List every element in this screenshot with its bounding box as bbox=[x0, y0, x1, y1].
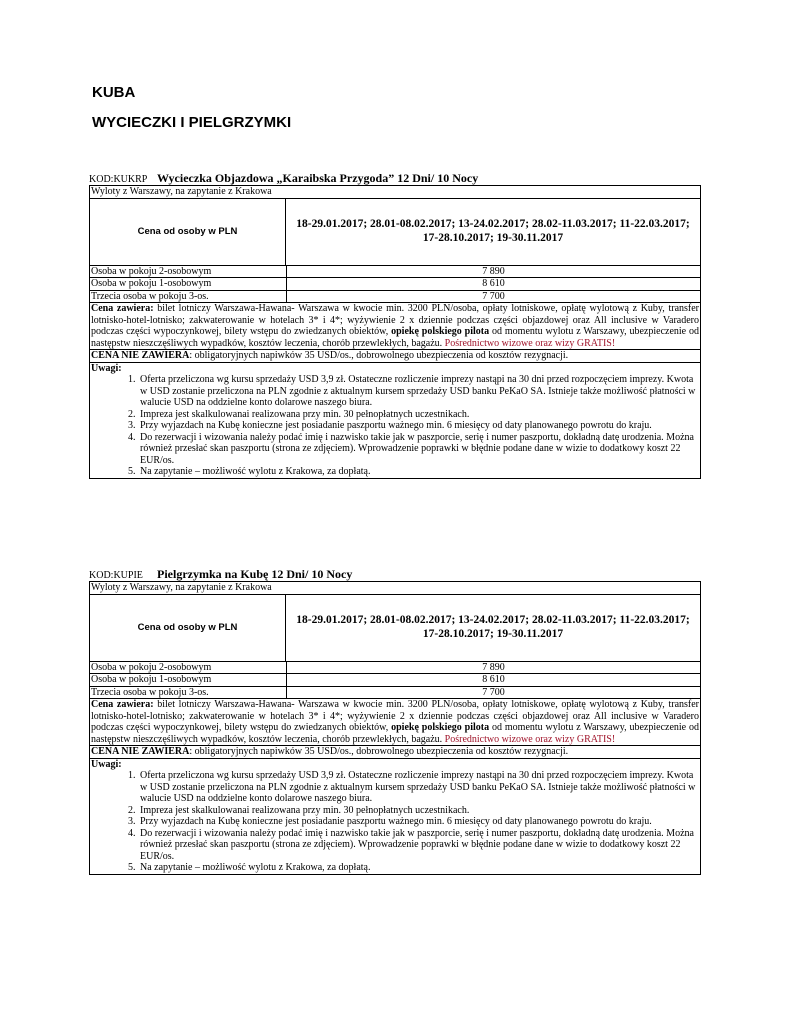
note-item: 2. Impreza jest skalkulowanai realizowana przy min. 30 pełnopłatnych uczestnikach. bbox=[138, 805, 699, 817]
excludes-text: : obligatoryjnych napiwków 35 USD/os., dobrowolnego ubezpieczenia od kosztów rezygnacji. bbox=[189, 746, 569, 757]
price-row bbox=[90, 673, 700, 686]
price-row-label: Trzecia osoba w pokoju 3-os. bbox=[90, 687, 287, 699]
price-header-row bbox=[90, 594, 700, 661]
page-title: KUBA bbox=[92, 84, 136, 101]
departures-row: Wyloty z Warszawy, na zapytanie z Krakowa bbox=[91, 582, 272, 593]
offer-pilgrimage bbox=[89, 567, 701, 875]
offer-name: Pielgrzymka na Kubę 12 Dni/ 10 Nocy bbox=[157, 567, 353, 581]
includes-text-2: od momentu wylotu z Warszawy, ubezpieczenie od następstw nieszczęśliwych wypadków, kosztów leczenia, chorób przewlekłych, bagażu. bbox=[91, 722, 699, 745]
excludes-text: : obligatoryjnych napiwków 35 USD/os., dobrowolnego ubezpieczenia od kosztów rezygnacji. bbox=[189, 350, 569, 361]
price-row-value: 7 890 bbox=[482, 265, 505, 277]
price-row-label: Osoba w pokoju 2-osobowym bbox=[90, 266, 287, 278]
note-item: 5. Na zapytanie – możliwość wylotu z Krakowa, za dopłatą. bbox=[138, 862, 699, 874]
offer-caption bbox=[89, 171, 701, 185]
price-row-label: Osoba w pokoju 1-osobowym bbox=[90, 674, 287, 686]
offer-name: Wycieczka Objazdowa „Karaibska Przygoda” 12 Dni/ 10 Nocy bbox=[157, 171, 479, 185]
note-item: 3. Przy wyjazdach na Kubę konieczne jest posiadanie paszportu ważnego min. 6 miesięcy od daty planowanego powrotu do kraju. bbox=[138, 816, 699, 828]
notes-row bbox=[90, 758, 700, 874]
offer-code: KOD:KUKRP bbox=[89, 174, 148, 185]
note-item: 1. Oferta przeliczona wg kursu sprzedaży USD 3,9 zł. Ostateczne rozliczenie imprezy nastąpi na 30 dni przed rozpoczęciem imprezy. Kwota w USD zostanie przeliczona na PLN zgodnie z aktualnym kursem sprzedaży USD banku PeKaO SA. Istnieje także możliwość płatności w walucie USD na oddzielne konto dolarowe naszego biura. bbox=[138, 770, 699, 805]
notes-label: Uwagi: bbox=[91, 758, 122, 770]
includes-text: bilet lotniczy Warszawa-Hawana- Warszawa w kwocie min. 3200 PLN/osoba, opłaty lotniskowe, opłatę wylotową z Kuby, transfer lotnisko-hotel-lotnisko; zakwaterowanie w hotelach 3* i 4*; wyżywienie 2 x dziennie podczas części objazdowej oraz All inclusive w Varadero podczas części wypoczynkowej, bilety wstępu do zwiedzanych obiektów, bbox=[91, 303, 699, 337]
price-row bbox=[90, 661, 700, 674]
note-item: 3. Przy wyjazdach na Kubę konieczne jest posiadanie paszportu ważnego min. 6 miesięcy od daty planowanego powrotu do kraju. bbox=[138, 420, 699, 432]
includes-label: Cena zawiera: bbox=[91, 699, 154, 710]
dates-cell: 18-29.01.2017; 28.01-08.02.2017; 13-24.02.2017; 28.02-11.03.2017; 11-22.03.2017; 17-28.10.2017; 19-30.11.2017 bbox=[296, 218, 690, 244]
price-row-value: 7 890 bbox=[482, 661, 505, 673]
includes-label: Cena zawiera: bbox=[91, 303, 154, 314]
note-item: 4. Do rezerwacji i wizowania należy podać imię i nazwisko takie jak w paszporcie, serię i numer paszportu, dokładną datę urodzenia. Można również przesłać skan paszportu (strona ze zdjęciem). Wprowadzenie poprawki w błędnie podane dane w wizie to dodatkowy koszt 22 EUR/os. bbox=[138, 828, 699, 863]
includes-row bbox=[90, 698, 700, 745]
notes-label: Uwagi: bbox=[91, 362, 122, 374]
notes-row bbox=[90, 362, 700, 478]
price-row bbox=[90, 686, 700, 699]
excludes-label: CENA NIE ZAWIERA bbox=[91, 350, 190, 361]
price-row-value: 8 610 bbox=[482, 278, 505, 289]
includes-row bbox=[90, 302, 700, 349]
offer-caption bbox=[89, 567, 701, 581]
price-row bbox=[90, 290, 700, 303]
note-item: 4. Do rezerwacji i wizowania należy podać imię i nazwisko takie jak w paszporcie, serię i numer paszportu, dokładną datę urodzenia. Można również przesłać skan paszportu (strona ze zdjęciem). Wprowadzenie poprawki w błędnie podane dane w wizie to dodatkowy koszt 22 EUR/os. bbox=[138, 432, 699, 467]
note-item: 5. Na zapytanie – możliwość wylotu z Krakowa, za dopłatą. bbox=[138, 466, 699, 478]
offer-tour bbox=[89, 171, 701, 479]
offer-table bbox=[89, 185, 701, 479]
price-header-row bbox=[90, 198, 700, 265]
visa-note: Pośrednictwo wizowe oraz wizy GRATIS! bbox=[444, 733, 616, 745]
price-row-value: 7 700 bbox=[482, 686, 505, 698]
offer-table bbox=[89, 581, 701, 875]
notes-list bbox=[91, 374, 699, 478]
excludes-row bbox=[90, 349, 700, 362]
excludes-row bbox=[90, 745, 700, 758]
excludes-label: CENA NIE ZAWIERA bbox=[91, 746, 190, 757]
note-item: 2. Impreza jest skalkulowanai realizowana przy min. 30 pełnopłatnych uczestnikach. bbox=[138, 409, 699, 421]
note-item: 1. Oferta przeliczona wg kursu sprzedaży USD 3,9 zł. Ostateczne rozliczenie imprezy nastąpi na 30 dni przed rozpoczęciem imprezy. Kwota w USD zostanie przeliczona na PLN zgodnie z aktualnym kursem sprzedaży USD banku PeKaO SA. Istnieje także możliwość płatności w walucie USD na oddzielne konto dolarowe naszego biura. bbox=[138, 374, 699, 409]
includes-text: bilet lotniczy Warszawa-Hawana- Warszawa w kwocie min. 3200 PLN/osoba, opłaty lotniskowe, opłatę wylotową z Kuby, transfer lotnisko-hotel-lotnisko; zakwaterowanie w hotelach 3* i 4*; wyżywienie 2 x dziennie podczas części objazdowej oraz All inclusive w Varadero podczas części wypoczynkowej, bilety wstępu do zwiedzanych obiektów, bbox=[91, 699, 699, 733]
price-row-label: Trzecia osoba w pokoju 3-os. bbox=[90, 291, 287, 303]
price-row-label: Osoba w pokoju 1-osobowym bbox=[90, 278, 287, 290]
price-row-value: 7 700 bbox=[482, 290, 505, 302]
departures-row: Wyloty z Warszawy, na zapytanie z Krakowa bbox=[91, 186, 272, 197]
price-row bbox=[90, 277, 700, 290]
price-row-value: 8 610 bbox=[482, 674, 505, 685]
price-row bbox=[90, 265, 700, 278]
page-subtitle: WYCIECZKI I PIELGRZYMKI bbox=[92, 114, 292, 131]
offer-code: KOD:KUPIE bbox=[89, 570, 143, 581]
dates-cell: 18-29.01.2017; 28.01-08.02.2017; 13-24.02.2017; 28.02-11.03.2017; 11-22.03.2017; 17-28.10.2017; 19-30.11.2017 bbox=[296, 614, 690, 640]
price-row-label: Osoba w pokoju 2-osobowym bbox=[90, 662, 287, 674]
visa-note: Pośrednictwo wizowe oraz wizy GRATIS! bbox=[444, 337, 616, 349]
price-label: Cena od osoby w PLN bbox=[90, 595, 286, 661]
includes-text-2: od momentu wylotu z Warszawy, ubezpieczenie od następstw nieszczęśliwych wypadków, kosztów leczenia, chorób przewlekłych, bagażu. bbox=[91, 326, 699, 349]
includes-pilot: opiekę polskiego pilota bbox=[391, 722, 490, 733]
price-label: Cena od osoby w PLN bbox=[90, 199, 286, 265]
includes-pilot: opiekę polskiego pilota bbox=[391, 326, 490, 337]
notes-list bbox=[91, 770, 699, 874]
